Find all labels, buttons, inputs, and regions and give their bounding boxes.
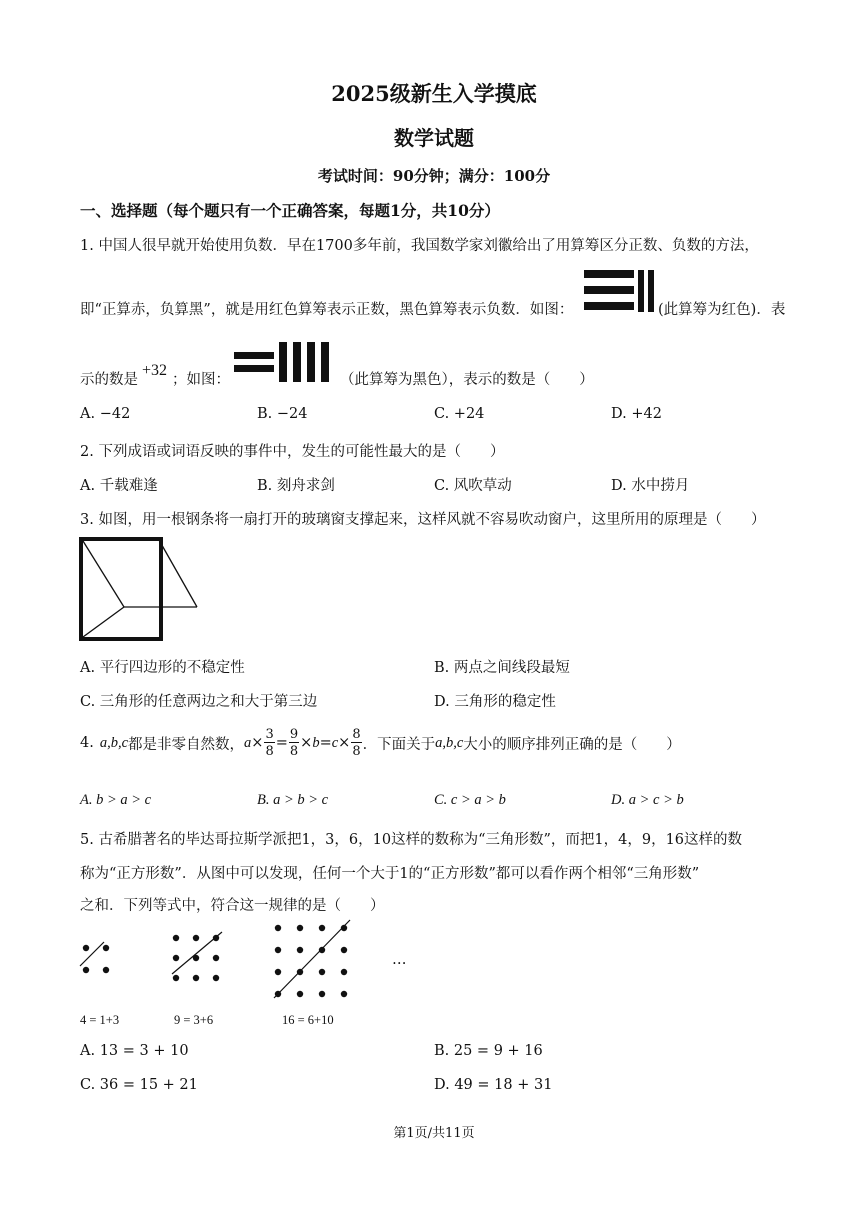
- q3-option-d[interactable]: D. 三角形的稳定性: [434, 694, 556, 710]
- q5-caption-9: 9 = 3+6: [174, 1013, 214, 1027]
- q5-option-c[interactable]: C. 36 = 15 + 21: [80, 1077, 198, 1093]
- q1-line2-post: (此算筹为红色)．表: [658, 302, 786, 318]
- page-number: 第1页/共11页: [393, 1126, 475, 1141]
- q3-stem: 3. 如图，用一根钢条将一扇打开的玻璃窗支撑起来，这样风就不容易吹动窗户，这里所用的原理是（ ）: [80, 512, 766, 528]
- q1-line3-pre: 示的数是: [80, 372, 138, 388]
- q4-frac2-num: 9: [289, 727, 299, 742]
- q5-option-a[interactable]: A. 13 = 3 + 10: [80, 1043, 189, 1059]
- q4-times-2: ×: [300, 735, 313, 751]
- q4-frac1-num: 3: [265, 727, 274, 742]
- q4-option-d[interactable]: D. a > c > b: [611, 792, 684, 808]
- q4-equals-2: =: [319, 735, 332, 751]
- q5-caption-4: 4 = 1+3: [80, 1013, 120, 1027]
- q4-text2: ．下面关于: [362, 736, 436, 753]
- q1-line2-pre: 即“正算赤，负算黑”，就是用红色算筹表示正数，黑色算筹表示负数．如图：: [80, 302, 574, 318]
- q2-option-a[interactable]: A. 千载难逢: [80, 478, 158, 494]
- q5-line1: 5. 古希腊著名的毕达哥拉斯学派把1，3，6，10这样的数称为“三角形数”，而把1，4，9，16这样的数: [80, 832, 743, 848]
- q4-eq-b: b: [312, 734, 320, 751]
- q1-line1: 1. 中国人很早就开始使用负数．早在1700多年前，我国数学家刘徽给出了用算筹区分正数、负数的方法，: [80, 238, 759, 254]
- q4-option-a[interactable]: A. b > a > c: [80, 792, 152, 808]
- q4-times-1: ×: [251, 735, 264, 751]
- q1-line2: [80, 298, 573, 319]
- q5-line3: 之和．下列等式中，符合这一规律的是（ ）: [80, 898, 385, 914]
- q2-stem: 2. 下列成语或词语反映的事件中，发生的可能性最大的是（ ）: [80, 444, 505, 460]
- page-subtitle: 数学试题: [394, 126, 474, 150]
- exam-info: 考试时间：90分钟；满分：100分: [317, 167, 551, 185]
- q1-option-a[interactable]: A. −42: [80, 406, 131, 422]
- q4-times-3: ×: [338, 735, 351, 751]
- q2-option-b[interactable]: B. 刻舟求剑: [257, 478, 335, 494]
- dot-figure-16: [268, 918, 354, 1004]
- q4-frac1-den: 8: [265, 744, 274, 759]
- dot-figure-4: [76, 938, 120, 982]
- page-title: 2025级新生入学摸底: [331, 81, 537, 106]
- dot-figure-9: [168, 930, 228, 990]
- section-heading: 一、选择题（每个题只有一个正确答案，每题1分，共10分）: [80, 201, 500, 220]
- q4-text1: 都是非零自然数，: [128, 736, 245, 753]
- q3-option-c[interactable]: C. 三角形的任意两边之和大于第三边: [80, 694, 318, 710]
- q4-number: 4.: [80, 735, 94, 751]
- q4-eq-c: c: [331, 734, 339, 751]
- q1-option-d[interactable]: D. +42: [611, 406, 662, 422]
- q4-option-c[interactable]: C. c > a > b: [434, 792, 506, 808]
- q1-option-c[interactable]: C. +24: [434, 406, 485, 422]
- q4-vars-2: a,b,c: [435, 734, 464, 751]
- q4-equals-1: =: [275, 735, 288, 751]
- q4-frac3-den: 8: [352, 744, 361, 759]
- q5-line2: 称为“正方形数”．从图中可以发现，任何一个大于1的“正方形数”都可以看作两个相邻“三角形数”: [80, 866, 700, 882]
- counting-rods-black-icon: [232, 340, 336, 384]
- q4-fraction-2: [289, 728, 299, 758]
- q2-option-d[interactable]: D. 水中捞月: [611, 478, 690, 494]
- q4-text3: 大小的顺序排列正确的是（ ）: [463, 736, 681, 753]
- q3-option-b[interactable]: B. 两点之间线段最短: [434, 660, 570, 676]
- q4-frac2-den: 8: [289, 744, 299, 759]
- q4-fraction-3: [351, 728, 361, 758]
- q4-eq-a: a: [244, 734, 252, 751]
- window-support-figure: [78, 536, 202, 642]
- q4-fraction-1: [264, 728, 274, 758]
- q5-option-d[interactable]: D. 49 = 18 + 31: [434, 1077, 553, 1093]
- q3-option-a[interactable]: A. 平行四边形的不稳定性: [80, 660, 245, 676]
- q1-line3-post: （此算筹为黑色），表示的数是（ ）: [340, 372, 594, 388]
- q1-option-b[interactable]: B. −24: [257, 406, 308, 422]
- q4-frac3-num: 8: [352, 727, 361, 742]
- q1-value-shown: +32: [142, 362, 168, 379]
- q5-option-b[interactable]: B. 25 = 9 + 16: [434, 1043, 543, 1059]
- q5-ellipsis: …: [392, 952, 407, 968]
- q2-option-c[interactable]: C. 风吹草动: [434, 478, 512, 494]
- q1-line3-mid: ；如图：: [172, 372, 230, 388]
- q4-vars: a,b,c: [99, 734, 129, 751]
- q4-option-b[interactable]: B. a > b > c: [257, 792, 329, 808]
- q4-stem: [80, 728, 681, 758]
- counting-rods-red-icon: [582, 268, 658, 314]
- q5-caption-16: 16 = 6+10: [282, 1013, 334, 1027]
